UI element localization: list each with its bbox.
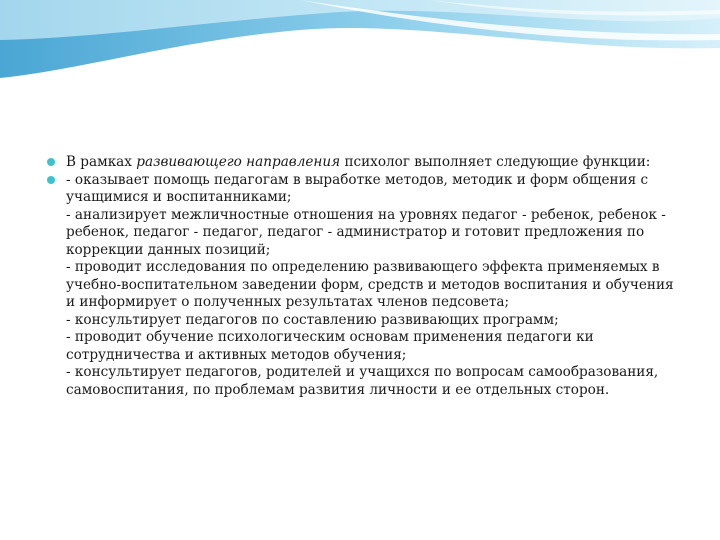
bullet-item — [46, 154, 686, 172]
slide-body — [46, 154, 686, 399]
bullet-text-prefix: В рамках — [66, 154, 137, 170]
bullet-text-suffix: психолог выполняет следующие функции: — [340, 154, 651, 170]
bullet-dot-icon — [47, 176, 55, 184]
bullet-dot-icon — [47, 158, 55, 166]
header-wave-decoration — [0, 0, 720, 120]
bullet-text: - оказывает помощь педагогам в выработке методов, методик и форм общения с учащимися и воспитанниками; - анализирует межличностные отношения на уровнях педагог - ребенок, ребенок - ребенок, педагог - педагог, педагог - администратор и готовит предложения по коррекции данных позиций; - проводит исследования по определению развивающего эффекта применяемых в учебно-воспитательном заведении форм, средств и методов воспитания и обучения и информирует о полученных результатах членов педсовета; - консультирует педагогов по составлению развивающих программ; - проводит обучение психологическим основам применения педагоги ки сотрудничества и активных методов обучения; - консультирует педагогов, родителей и учащихся по вопросам самообразования, самовоспитания, по проблемам развития личности и ее отдельных сторон. — [66, 171, 674, 398]
bullet-item — [46, 172, 686, 400]
bullet-text-emphasis: развивающего направления — [136, 154, 341, 170]
